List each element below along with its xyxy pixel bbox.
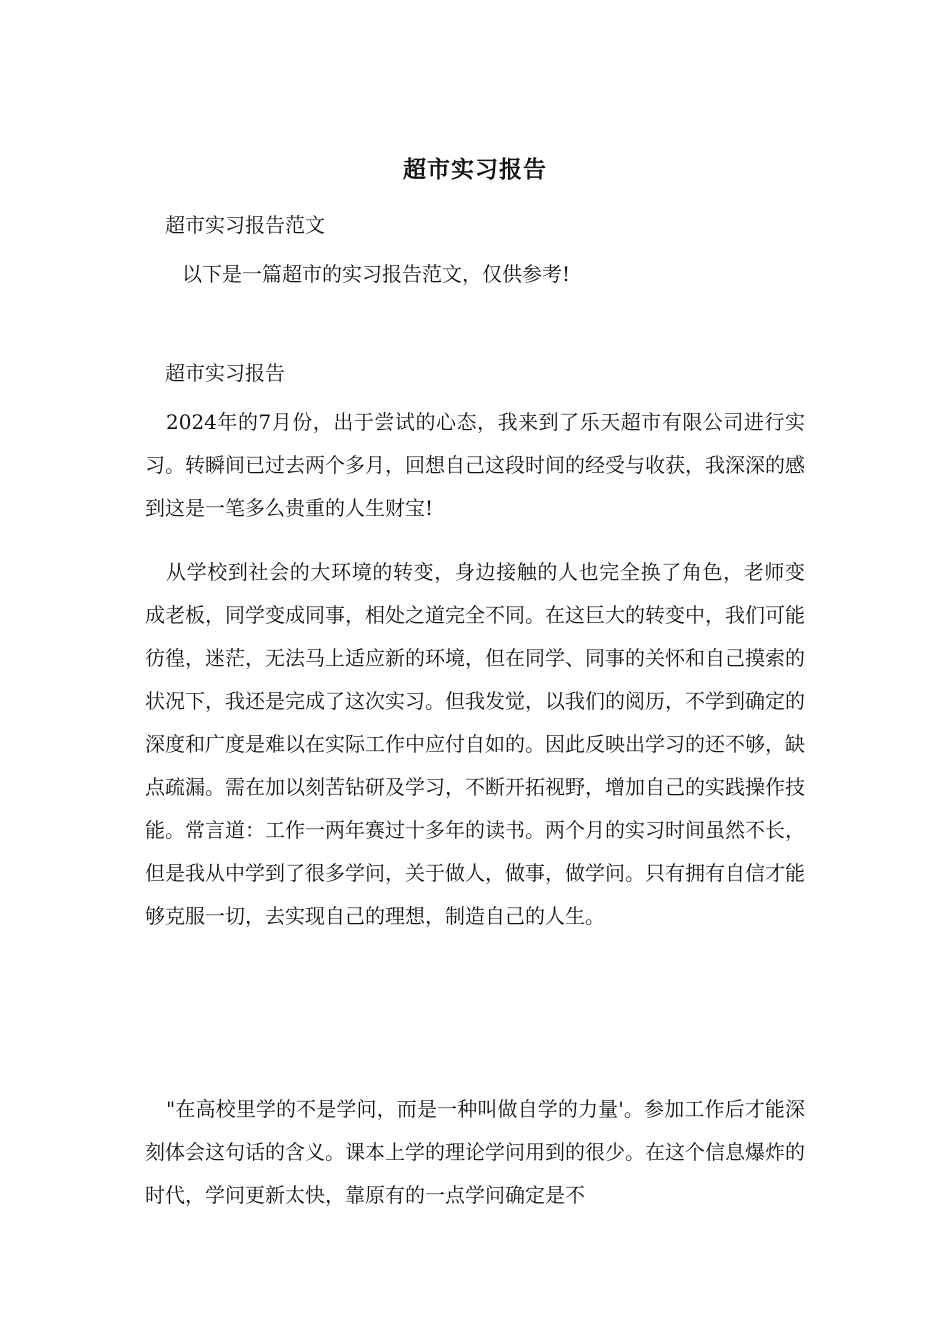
document-subtitle: 超市实习报告范文 bbox=[165, 213, 325, 237]
paragraph-3: "在高校里学的不是学问，而是一种叫做自学的力量'。参加工作后才能深刻体会这句话的含义。课本上学的理论学问用到的很少。在这个信息爆炸的时代，学问更新太快，靠原有的一点学问确定是不 bbox=[145, 1097, 805, 1207]
paragraph-1: 2024年的7月份，出于尝试的心态，我来到了乐天超市有限公司进行实习。转瞬间已过去两个多月，回想自己这段时间的经受与收获，我深深的感到这是一笔多么贵重的人生财宝! bbox=[145, 410, 805, 520]
paragraph-2: 从学校到社会的大环境的转变，身边接触的人也完全换了角色，老师变成老板，同学变成同事，相处之道完全不同。在这巨大的转变中，我们可能彷徨，迷茫，无法马上适应新的环境，但在同学、同事的关怀和自己摸索的状况下，我还是完成了这次实习。但我发觉，以我们的阅历，不学到确定的深度和广度是难以在实际工作中应付自如的。因此反映出学习的还不够，缺点疏漏。需在加以刻苦钻研及学习，不断开拓视野，增加自己的实践操作技能。常言道：工作一两年赛过十多年的读书。两个月的实习时间虽然不长，但是我从中学到了很多学问，关于做人，做事，做学问。只有拥有自信才能够克服一切，去实现自己的理想，制造自己的人生。 bbox=[145, 560, 805, 928]
document-title: 超市实习报告 bbox=[403, 156, 547, 183]
intro-line: 以下是一篇超市的实习报告范文，仅供参考! bbox=[182, 262, 571, 286]
section-heading: 超市实习报告 bbox=[165, 361, 285, 385]
